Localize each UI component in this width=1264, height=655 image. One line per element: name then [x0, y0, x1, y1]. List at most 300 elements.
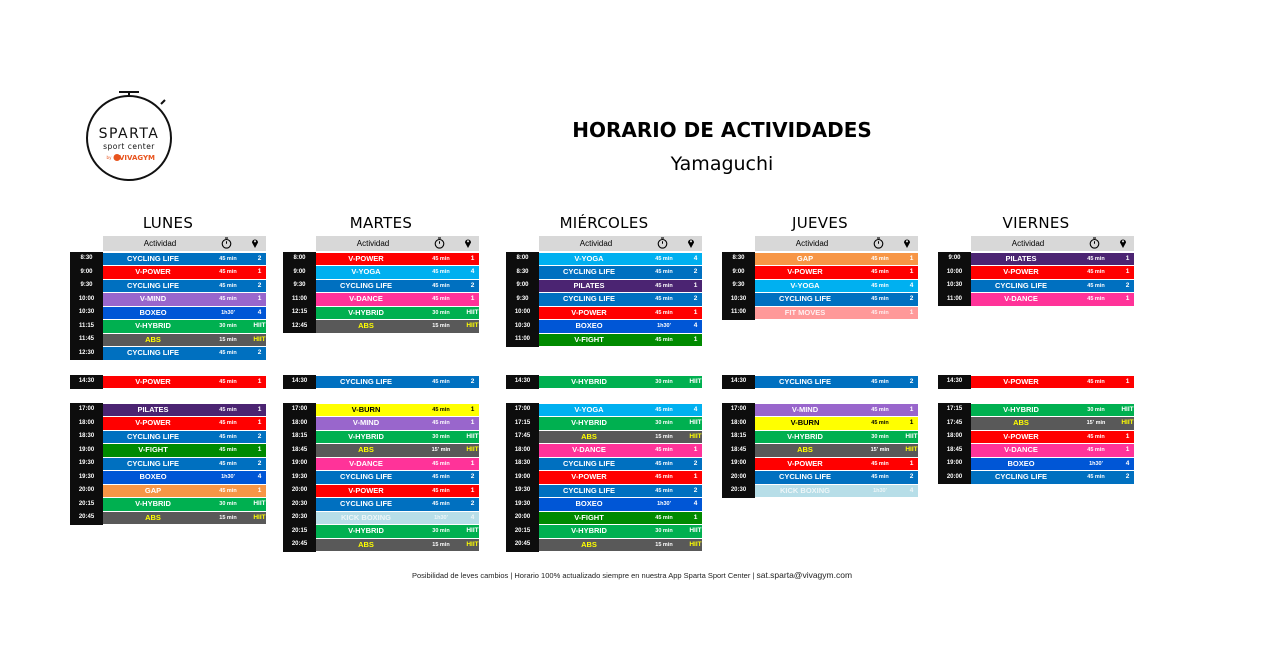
activity-header: Actividad — [795, 239, 829, 248]
class-time: 14:30 — [506, 375, 539, 389]
class-row — [70, 511, 266, 525]
class-row — [283, 266, 479, 280]
footer — [0, 570, 1264, 580]
class-name: PILATES — [1005, 253, 1037, 263]
class-row — [506, 279, 702, 293]
class-name: V-HYBRID — [348, 307, 384, 317]
class-time: 10:30 — [506, 320, 539, 334]
class-name: V-POWER — [1003, 376, 1039, 386]
class-row — [70, 320, 266, 334]
class-bar — [755, 293, 918, 306]
class-room: 4 — [693, 254, 698, 262]
class-time: 20:30 — [283, 511, 316, 525]
class-row — [283, 457, 479, 471]
class-time: 18:45 — [938, 444, 971, 458]
class-bar — [971, 458, 1134, 471]
class-name: ABS — [145, 334, 161, 344]
class-time: 18:00 — [70, 417, 103, 431]
class-row — [722, 457, 918, 471]
class-duration: 45 min — [871, 420, 889, 426]
class-room: 1 — [470, 254, 475, 262]
class-duration: 30 min — [1087, 406, 1105, 413]
class-duration: 30 min — [655, 528, 673, 534]
class-duration: 45 min — [219, 487, 237, 494]
class-room: 4 — [470, 268, 475, 275]
class-room: 1 — [1125, 377, 1130, 385]
class-row — [506, 457, 702, 471]
class-bar — [539, 280, 702, 293]
class-time: 11:15 — [70, 320, 103, 334]
class-duration: 15 min — [655, 433, 673, 440]
class-bar — [755, 471, 918, 484]
class-row — [506, 430, 702, 444]
class-name: V-POWER — [1003, 267, 1039, 276]
class-name: V-DANCE — [572, 445, 606, 454]
class-row — [283, 471, 479, 485]
class-room: 2 — [693, 268, 698, 275]
day-name: MARTES — [349, 214, 413, 232]
class-time: 10:00 — [506, 306, 539, 320]
class-duration: 45 min — [432, 474, 450, 480]
class-name: CYCLING LIFE — [562, 267, 616, 276]
class-name: CYCLING LIFE — [126, 280, 180, 290]
location-pin-icon — [903, 237, 911, 251]
class-bar — [539, 376, 702, 389]
class-name: V-YOGA — [574, 253, 604, 263]
class-room: 1 — [909, 308, 914, 316]
class-duration: 45 min — [655, 282, 673, 289]
class-name: BOXEO — [139, 307, 167, 317]
class-room: 1 — [257, 486, 262, 494]
class-name: V-POWER — [787, 267, 823, 276]
class-time: 8:00 — [506, 252, 539, 266]
class-time: 9:30 — [722, 279, 755, 293]
class-name: V-HYBRID — [571, 526, 607, 535]
class-row — [70, 266, 266, 280]
class-bar — [316, 444, 479, 457]
class-time: 10:30 — [938, 279, 971, 293]
class-room: HIIT — [253, 322, 266, 329]
class-duration: 30 min — [432, 528, 450, 534]
class-bar — [316, 293, 479, 306]
class-time: 14:30 — [70, 375, 103, 389]
class-name: CYCLING LIFE — [778, 294, 832, 303]
stopwatch-icon — [873, 237, 884, 251]
class-duration: 45 min — [219, 433, 237, 440]
class-bar — [539, 253, 702, 266]
class-duration: 45 min — [871, 460, 889, 467]
class-name: BOXEO — [575, 321, 603, 330]
footer-email: sat.sparta@vivagym.com — [756, 570, 853, 580]
class-row — [283, 538, 479, 552]
class-duration: 45 min — [871, 406, 889, 413]
class-time: 20:00 — [70, 484, 103, 498]
class-name: ABS — [358, 321, 374, 330]
class-time: 17:00 — [722, 403, 755, 417]
class-row — [283, 403, 479, 417]
class-duration: 45 min — [655, 269, 673, 275]
class-row — [938, 375, 1134, 389]
class-name: V-POWER — [1003, 431, 1039, 441]
class-row — [283, 430, 479, 444]
class-duration: 45 min — [219, 420, 237, 426]
class-room: HIIT — [689, 419, 702, 426]
class-bar — [539, 525, 702, 538]
class-bar — [316, 512, 479, 525]
location-pin-icon — [687, 237, 695, 251]
class-row — [506, 484, 702, 498]
class-row — [70, 252, 266, 266]
class-time: 20:00 — [506, 511, 539, 525]
class-room: 2 — [693, 486, 698, 494]
class-room: 2 — [470, 377, 475, 385]
class-bar — [755, 485, 918, 498]
class-duration: 1h30' — [1089, 460, 1103, 467]
stopwatch-icon — [1089, 237, 1100, 251]
class-row — [506, 471, 702, 485]
location-pin-icon — [251, 237, 259, 251]
class-name: V-HYBRID — [135, 321, 171, 330]
class-name: V-POWER — [135, 376, 171, 386]
class-duration: 45 min — [432, 378, 450, 385]
class-name: CYCLING LIFE — [126, 431, 180, 441]
class-room: 1 — [693, 473, 698, 480]
class-room: 1 — [1125, 446, 1130, 453]
class-row — [283, 444, 479, 458]
class-time: 12:45 — [283, 320, 316, 334]
class-name: V-FIGHT — [574, 512, 604, 522]
class-duration: 45 min — [432, 487, 450, 494]
class-bar — [103, 417, 266, 430]
class-room: 2 — [257, 432, 262, 440]
time-block — [506, 403, 702, 552]
class-name: CYCLING LIFE — [778, 472, 832, 481]
class-room: 1 — [257, 377, 262, 385]
class-time: 10:30 — [722, 293, 755, 307]
class-bar — [103, 485, 266, 498]
class-name: CYCLING LIFE — [339, 376, 393, 386]
class-bar — [539, 417, 702, 430]
class-row — [506, 417, 702, 431]
class-name: GAP — [796, 253, 814, 263]
class-bar — [316, 431, 479, 444]
class-duration: 30 min — [432, 309, 450, 316]
class-bar — [316, 498, 479, 511]
class-time: 19:30 — [70, 471, 103, 485]
class-time: 19:00 — [506, 471, 539, 485]
class-duration: 45 min — [871, 255, 889, 262]
footer-note: Posibilidad de leves cambios | Horario 100% actualizado siempre en nuestra App Sparta Sport Center | — [411, 571, 757, 580]
class-time: 20:15 — [283, 525, 316, 539]
class-bar — [316, 404, 479, 417]
class-bar — [539, 431, 702, 444]
class-row — [938, 457, 1134, 471]
class-row — [70, 279, 266, 293]
activity-header: Actividad — [579, 239, 613, 248]
class-bar — [103, 293, 266, 306]
class-duration: 45 min — [655, 296, 673, 302]
class-room: HIIT — [253, 500, 266, 507]
class-room: 2 — [257, 349, 262, 356]
class-room: 2 — [909, 473, 914, 480]
class-room: 4 — [909, 281, 914, 289]
class-name: V-HYBRID — [787, 431, 823, 441]
class-room: 1 — [909, 459, 914, 467]
class-bar — [103, 404, 266, 417]
class-time: 19:00 — [70, 444, 103, 458]
class-bar — [755, 266, 918, 279]
class-bar — [971, 417, 1134, 430]
day-name: JUEVES — [792, 214, 848, 232]
class-room: 1 — [470, 405, 475, 413]
class-duration: 1h30' — [221, 309, 235, 316]
class-time: 14:30 — [722, 375, 755, 389]
class-duration: 45 min — [655, 514, 673, 521]
time-block — [722, 375, 918, 389]
class-name: V-MIND — [352, 418, 380, 427]
class-room: HIIT — [1121, 419, 1134, 426]
svg-text:sport center: sport center — [103, 142, 155, 151]
class-row — [506, 538, 702, 552]
class-bar — [103, 280, 266, 293]
class-time: 19:00 — [938, 457, 971, 471]
class-duration: 45 min — [219, 460, 237, 467]
class-duration: 45 min — [655, 447, 673, 453]
class-time: 12:15 — [283, 306, 316, 320]
class-row — [283, 306, 479, 320]
class-time: 17:45 — [506, 430, 539, 444]
class-row — [938, 444, 1134, 458]
class-row — [938, 417, 1134, 431]
class-bar — [316, 471, 479, 484]
class-time: 19:30 — [283, 471, 316, 485]
class-name: CYCLING LIFE — [562, 485, 616, 495]
class-room: 1 — [470, 459, 475, 467]
class-bar — [755, 376, 918, 389]
class-bar — [103, 347, 266, 360]
class-row — [70, 498, 266, 512]
class-time: 18:00 — [506, 444, 539, 458]
time-block — [506, 252, 702, 347]
class-bar — [539, 498, 702, 511]
svg-text:by: by — [106, 155, 112, 160]
class-time: 9:00 — [283, 266, 316, 280]
stopwatch-icon — [657, 237, 668, 251]
day-name: MIÉRCOLES — [559, 214, 649, 232]
class-row — [283, 417, 479, 431]
class-time: 18:00 — [283, 417, 316, 431]
class-time: 20:45 — [283, 538, 316, 552]
class-duration: 45 min — [655, 487, 673, 494]
class-bar — [971, 293, 1134, 306]
class-time: 20:15 — [70, 498, 103, 512]
class-name: V-POWER — [571, 307, 607, 317]
class-bar — [539, 266, 702, 279]
class-room: 2 — [257, 254, 262, 262]
class-time: 19:30 — [506, 484, 539, 498]
class-time: 18:15 — [283, 430, 316, 444]
class-duration: 30 min — [432, 433, 450, 440]
class-duration: 1h30' — [434, 514, 448, 521]
class-room: HIIT — [253, 513, 266, 521]
class-duration: 45 min — [1087, 255, 1105, 262]
class-name: CYCLING LIFE — [126, 458, 180, 468]
class-duration: 45 min — [432, 406, 450, 413]
class-time: 17:00 — [283, 403, 316, 417]
class-time: 20:00 — [722, 471, 755, 485]
class-row — [70, 347, 266, 361]
class-time: 14:30 — [938, 375, 971, 389]
class-name: V-POWER — [571, 472, 607, 481]
class-row — [506, 293, 702, 307]
class-row — [506, 511, 702, 525]
class-time: 11:00 — [938, 293, 971, 307]
class-time: 17:15 — [506, 417, 539, 431]
class-row — [722, 279, 918, 293]
class-bar — [755, 458, 918, 471]
class-name: ABS — [581, 539, 597, 549]
class-room: HIIT — [253, 335, 266, 343]
class-duration: 45 min — [871, 282, 889, 289]
class-name: V-POWER — [787, 458, 823, 468]
class-row — [722, 293, 918, 307]
class-name: ABS — [797, 445, 813, 454]
class-room: 1 — [257, 295, 262, 302]
class-name: CYCLING LIFE — [994, 280, 1048, 290]
class-time: 19:30 — [506, 498, 539, 512]
class-bar — [103, 431, 266, 444]
class-time: 10:00 — [70, 293, 103, 307]
class-room: 1 — [257, 446, 262, 453]
class-duration: 45 min — [219, 255, 237, 262]
class-duration: 45 min — [1087, 378, 1105, 385]
class-duration: 45 min — [432, 420, 450, 426]
class-row — [722, 444, 918, 458]
class-name: ABS — [1013, 418, 1029, 427]
class-bar — [539, 404, 702, 417]
class-time: 17:15 — [938, 403, 971, 417]
class-room: 2 — [693, 459, 698, 467]
class-name: BOXEO — [575, 499, 603, 508]
class-duration: 45 min — [871, 296, 889, 302]
class-bar — [539, 307, 702, 320]
activity-header: Actividad — [356, 239, 390, 248]
class-time: 18:00 — [938, 430, 971, 444]
class-row — [70, 375, 266, 389]
class-name: CYCLING LIFE — [562, 294, 616, 303]
class-time: 9:00 — [938, 252, 971, 266]
class-row — [506, 375, 702, 389]
class-row — [722, 306, 918, 320]
class-time: 20:30 — [722, 484, 755, 498]
class-duration: 15 min — [432, 541, 450, 548]
class-name: V-POWER — [348, 253, 384, 263]
class-room: 1 — [909, 268, 914, 275]
class-bar — [971, 444, 1134, 457]
class-bar — [971, 471, 1134, 484]
class-bar — [755, 417, 918, 430]
class-name: V-MIND — [139, 294, 167, 303]
class-duration: 15' min — [870, 447, 890, 453]
class-row — [70, 471, 266, 485]
table-header — [539, 236, 702, 251]
class-row — [70, 403, 266, 417]
class-time: 11:00 — [283, 293, 316, 307]
class-bar — [103, 253, 266, 266]
class-bar — [755, 307, 918, 320]
class-room: 1 — [470, 295, 475, 302]
class-room: 4 — [470, 513, 475, 521]
class-row — [506, 403, 702, 417]
class-name: PILATES — [573, 280, 605, 290]
class-name: FIT MOVES — [784, 307, 826, 317]
class-room: HIIT — [689, 527, 702, 534]
class-bar — [103, 307, 266, 320]
class-time: 20:45 — [70, 511, 103, 525]
class-time: 9:30 — [283, 279, 316, 293]
class-duration: 30 min — [871, 433, 889, 440]
class-duration: 15 min — [655, 541, 673, 548]
class-name: V-YOGA — [790, 280, 820, 290]
class-room: 1 — [257, 268, 262, 275]
class-row — [70, 306, 266, 320]
class-bar — [755, 431, 918, 444]
class-bar — [539, 293, 702, 306]
class-room: 2 — [1125, 473, 1130, 480]
class-row — [938, 403, 1134, 417]
class-bar — [971, 376, 1134, 389]
class-name: V-POWER — [348, 485, 384, 495]
activity-header: Actividad — [1011, 239, 1045, 248]
class-bar — [316, 280, 479, 293]
class-time: 19:00 — [283, 457, 316, 471]
class-room: 1 — [257, 405, 262, 413]
class-row — [938, 252, 1134, 266]
class-row — [283, 525, 479, 539]
class-bar — [103, 444, 266, 457]
class-time: 18:45 — [283, 444, 316, 458]
class-time: 20:15 — [506, 525, 539, 539]
class-name: V-YOGA — [351, 267, 381, 276]
class-bar — [971, 280, 1134, 293]
table-header — [316, 236, 479, 251]
class-row — [722, 471, 918, 485]
time-block — [938, 375, 1134, 389]
class-bar — [316, 539, 479, 552]
class-name: V-MIND — [791, 404, 819, 414]
class-row — [938, 471, 1134, 485]
class-duration: 45 min — [1087, 447, 1105, 453]
class-duration: 30 min — [655, 378, 673, 385]
class-name: CYCLING LIFE — [126, 253, 180, 263]
class-row — [722, 417, 918, 431]
class-duration: 45 min — [432, 269, 450, 275]
class-time: 9:00 — [70, 266, 103, 280]
class-bar — [539, 471, 702, 484]
class-room: HIIT — [905, 446, 918, 453]
class-room: 4 — [257, 308, 262, 316]
class-time: 11:00 — [506, 333, 539, 347]
class-duration: 45 min — [219, 378, 237, 385]
class-duration: 45 min — [655, 336, 673, 343]
class-room: 1 — [909, 419, 914, 426]
class-bar — [316, 485, 479, 498]
class-time: 9:30 — [506, 293, 539, 307]
class-row — [938, 430, 1134, 444]
class-duration: 45 min — [1087, 433, 1105, 440]
class-time: 17:00 — [506, 403, 539, 417]
class-room: HIIT — [466, 308, 479, 316]
